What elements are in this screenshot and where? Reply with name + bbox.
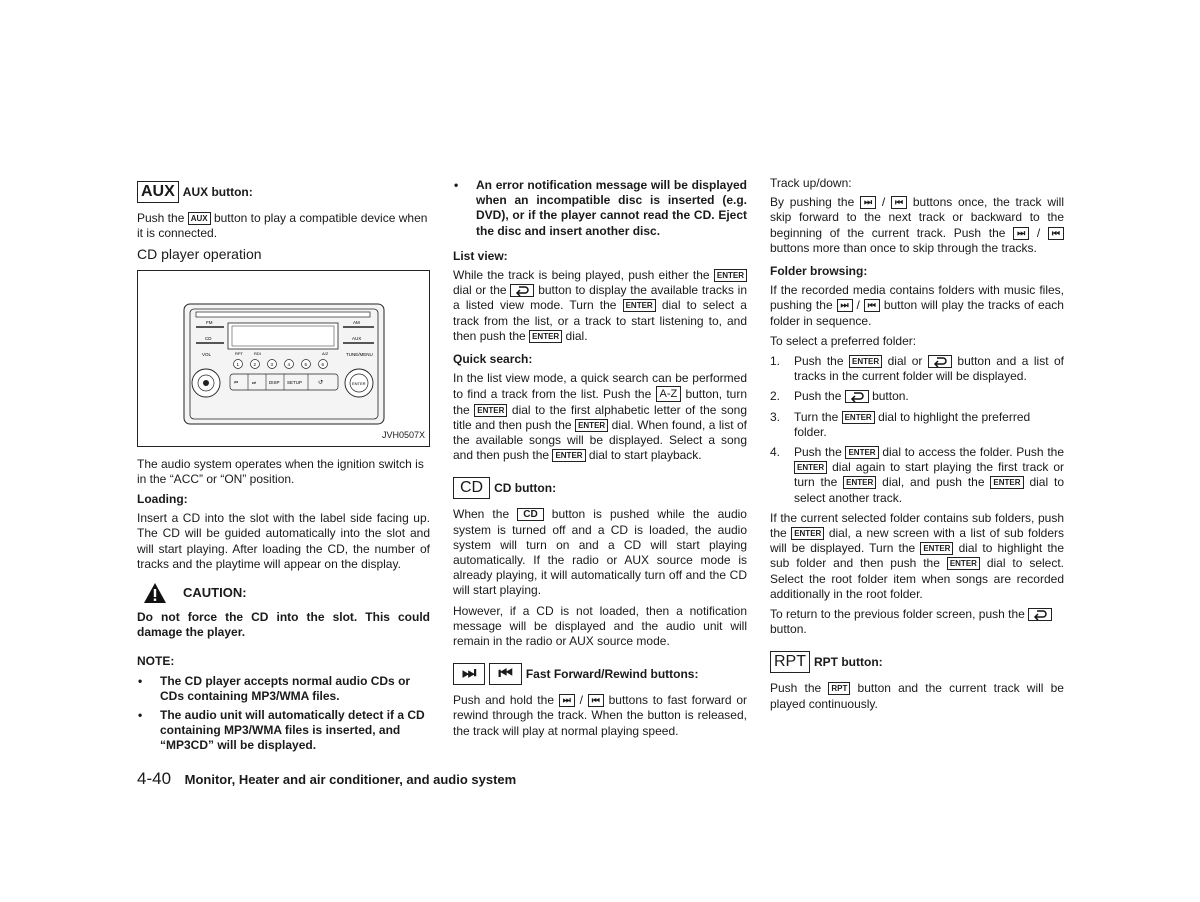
rpt-key: RPT: [828, 682, 850, 695]
enter-label: ENTER: [352, 380, 366, 386]
preset-5: 5: [304, 361, 308, 367]
list-view-paragraph: [453, 268, 747, 344]
enter-key: ENTER: [791, 527, 824, 540]
rdm-label: RDI: [254, 350, 261, 356]
step-number: 2.: [770, 389, 781, 404]
az-label: A/Z: [322, 350, 329, 356]
enter-key: ENTER: [843, 476, 876, 489]
caution-text: Do not force the CD into the slot. This could damage the player.: [137, 610, 430, 640]
text: dial to select a track from the list, or a track to start listening to, and then push the: [453, 298, 747, 343]
text: dial to start playback.: [588, 448, 702, 463]
enter-key: ENTER: [849, 355, 882, 368]
vol-label: VOL: [202, 351, 212, 357]
list-item: [770, 445, 1065, 506]
enter-key: ENTER: [623, 299, 656, 312]
disp-label: DISP: [269, 379, 280, 385]
text: dial to access the folder. Push the: [882, 445, 1064, 460]
audio-unit-figure: [137, 270, 430, 447]
enter-key: ENTER: [714, 269, 747, 282]
text: dial or the: [453, 283, 507, 298]
rpt-heading: [770, 651, 1064, 673]
prev-key: ⏮: [588, 694, 604, 707]
back-arrow-icon: [933, 356, 947, 367]
aux-heading: [137, 181, 430, 203]
preset-1: 1: [236, 361, 240, 367]
tune-menu-label: TUNE/MENU: [346, 351, 373, 357]
prev-key: ⏮: [864, 299, 880, 312]
page-footer: [137, 769, 516, 789]
list-item: • The audio unit will automatically detect if a CD containing MP3/WMA files is inserted, and “MP3CD” will be displayed.: [160, 708, 430, 754]
next-key: ⏭: [860, 196, 876, 209]
column-1: [137, 176, 430, 758]
text: Push the: [794, 445, 842, 460]
track-paragraph: [770, 195, 1064, 256]
text: dial again to start playing the first track or turn the: [794, 460, 1064, 490]
aux-heading-text: AUX button:: [182, 185, 253, 199]
column-2: [453, 176, 747, 744]
text: Push and hold the: [453, 693, 554, 708]
text: Push the: [794, 389, 842, 404]
fast-forward-icon: ⏭: [453, 663, 485, 685]
text: button and a list of tracks in the current folder will be displayed.: [794, 354, 1065, 384]
error-note-list: [453, 178, 747, 239]
enter-key: ENTER: [990, 476, 1023, 489]
text: dial to highlight the sub folder and then push the: [770, 541, 1064, 571]
list-view-heading: List view:: [453, 248, 508, 263]
text: Push the: [794, 354, 844, 369]
chapter-title: Monitor, Heater and air conditioner, and audio system: [184, 772, 517, 787]
next-key: ⏭: [837, 299, 853, 312]
aux-label: AUX: [352, 335, 362, 341]
note-heading: NOTE:: [137, 654, 175, 669]
text: If the recorded media contains folders with music files, pushing the: [770, 283, 1064, 313]
note-list: [137, 674, 430, 754]
intro-paragraph: The audio system operates when the ignition switch is in the “ACC” or “ON” position.: [137, 456, 424, 486]
text: By pushing the: [770, 195, 855, 210]
text: button and the current track will be played continuously.: [770, 681, 1064, 711]
preset-2: 2: [253, 361, 257, 367]
text: button to display the available tracks in a listed view mode. Turn the: [453, 283, 748, 313]
text: buttons more than once to skip through the tracks.: [770, 240, 1037, 255]
cd-not-loaded-paragraph: However, if a CD is not loaded, then a notification message will be displayed and the audio unit will remain in the radio or AUX source mode.: [453, 603, 747, 649]
text: button to play a compatible device when it is connected.: [137, 211, 428, 241]
svg-text:⏭: ⏭: [252, 379, 257, 385]
select-intro: To select a preferred folder:: [770, 333, 917, 348]
svg-text:↺: ↺: [318, 378, 324, 386]
cd-label: CD: [205, 335, 212, 341]
audio-unit-illustration: [138, 271, 429, 446]
list-item: • An error notification message will be displayed when an incompatible disc is inserted (e.g. DVD), or if the player cannot read the CD. Eject the disc and insert another disc.: [476, 178, 747, 239]
page-number: 4-40: [137, 769, 172, 788]
text: dial or: [887, 354, 923, 369]
folder-steps: [770, 354, 1064, 506]
warning-triangle-icon: [143, 582, 167, 604]
slash: /: [881, 195, 886, 210]
loading-heading: Loading:: [137, 492, 188, 507]
caution-title: CAUTION:: [183, 585, 247, 601]
text: dial.: [565, 328, 588, 343]
return-paragraph: [770, 607, 1064, 637]
slash: /: [1036, 225, 1041, 240]
caution-block: [143, 582, 430, 604]
prev-key: ⏮: [1048, 227, 1064, 240]
text: When the: [453, 507, 510, 522]
back-key: [510, 284, 534, 297]
step-number: 1.: [770, 354, 781, 369]
slash: /: [579, 693, 583, 708]
aux-paragraph: [137, 211, 430, 241]
loading-paragraph: Insert a CD into the slot with the label side facing up. The CD will be guided automatically into the slot and will start playing. After loading the CD, the number of tracks and the playtime will appear on the display.: [137, 511, 430, 571]
text: buttons to fast forward or rewind through the track. When the button is released, the track will play at normal playing speed.: [453, 693, 748, 738]
text: button is pushed while the audio system is turned off and a CD is loaded, the audio system will turn on and a CD will start playing automatically. If the radio or AUX source mode is already playing, it will automatically turn off and the CD will start playing.: [453, 507, 747, 598]
list-item: • The CD player accepts normal audio CDs or CDs containing MP3/WMA files.: [160, 674, 430, 704]
az-key: A-Z: [656, 386, 682, 402]
cd-heading-text: CD button:: [494, 481, 557, 496]
preset-3: 3: [270, 361, 274, 367]
text: If the current selected folder contains sub folders, push the: [770, 510, 1064, 541]
prev-key: ⏮: [891, 196, 907, 209]
folder-paragraph: [770, 283, 1064, 329]
enter-key: ENTER: [575, 419, 608, 432]
enter-key: ENTER: [529, 330, 562, 343]
rpt-paragraph: [770, 681, 1064, 711]
text: Push the: [137, 211, 185, 225]
svg-text:⏮: ⏮: [234, 379, 239, 385]
list-item: [770, 389, 1064, 404]
ff-heading-text: Fast Forward/Rewind buttons:: [525, 666, 699, 681]
column-3: [770, 176, 1064, 717]
preset-4: 4: [287, 361, 291, 367]
back-arrow-icon: [515, 285, 529, 296]
enter-key: ENTER: [920, 542, 953, 555]
enter-key: ENTER: [552, 449, 585, 462]
cd-button-heading: [453, 477, 747, 499]
cd-button-paragraph: [453, 507, 747, 598]
enter-key: ENTER: [474, 404, 507, 417]
back-key: [1028, 608, 1052, 621]
text: While the track is being played, push either the: [453, 268, 710, 283]
track-heading: Track up/down:: [770, 176, 852, 190]
back-arrow-icon: [850, 391, 864, 402]
next-key: ⏭: [559, 694, 575, 707]
back-key: [928, 355, 952, 368]
text: button.: [872, 389, 909, 404]
text: dial to select. Select the root folder item when songs are recorded additionally in the root folder.: [770, 556, 1064, 601]
slash: /: [856, 298, 860, 313]
back-arrow-icon: [1033, 609, 1047, 620]
text: dial to the first alphabetic letter of the song title and then push the: [453, 402, 747, 432]
preset-6: 6: [321, 361, 325, 367]
rpt-heading-text: RPT button:: [814, 655, 883, 670]
list-item: [770, 354, 1065, 384]
setup-label: SETUP: [287, 379, 303, 385]
quick-search-heading: Quick search:: [453, 352, 533, 367]
text: In the list view mode, a quick search can be performed to find a track from the list. Push the: [453, 371, 747, 402]
rpt-icon: RPT: [770, 651, 810, 673]
subfolder-paragraph: [770, 511, 1064, 602]
text: dial, and push the: [882, 475, 985, 490]
enter-key: ENTER: [845, 446, 878, 459]
text: button, turn the: [453, 387, 748, 417]
section-title: CD player operation: [137, 246, 262, 263]
text: button.: [770, 622, 807, 637]
text: Turn the: [794, 409, 839, 424]
enter-key: ENTER: [794, 461, 827, 474]
text: dial to highlight the preferred folder.: [794, 409, 1031, 439]
ff-paragraph: [453, 693, 747, 739]
figure-label: JVH0507X: [381, 430, 425, 441]
next-key: ⏭: [1013, 227, 1029, 240]
list-item: [770, 409, 1064, 440]
ff-heading: [453, 663, 747, 685]
quick-search-paragraph: [453, 371, 747, 463]
text: dial, a new screen with a list of sub folders will be displayed. Turn the: [770, 526, 1064, 556]
fm-label: FM: [206, 319, 213, 325]
enter-key: ENTER: [842, 411, 875, 424]
aux-icon: AUX: [137, 181, 179, 203]
step-number: 4.: [770, 445, 781, 460]
am-label: AM: [353, 319, 360, 325]
aux-key: AUX: [188, 212, 211, 225]
text: button will play the tracks of each folder in sequence.: [770, 298, 1064, 328]
step-number: 3.: [770, 409, 781, 424]
enter-key: ENTER: [947, 557, 980, 570]
text: dial to select another track.: [794, 475, 1065, 505]
cd-key: CD: [517, 508, 543, 521]
text: Push the: [770, 681, 822, 696]
text: dial. When found, a list of the available songs will be displayed. Select a song and then push the: [453, 417, 748, 463]
rpt-label: RPT: [235, 350, 243, 356]
back-key: [845, 390, 869, 403]
text: buttons once, the track will skip forward to the next track or backward to the beginning of the current track. Push the: [770, 195, 1064, 240]
cd-icon: CD: [453, 477, 490, 499]
folder-heading: Folder browsing:: [770, 264, 868, 279]
rewind-icon: ⏮: [489, 663, 521, 685]
text: To return to the previous folder screen, push the: [770, 607, 1025, 622]
